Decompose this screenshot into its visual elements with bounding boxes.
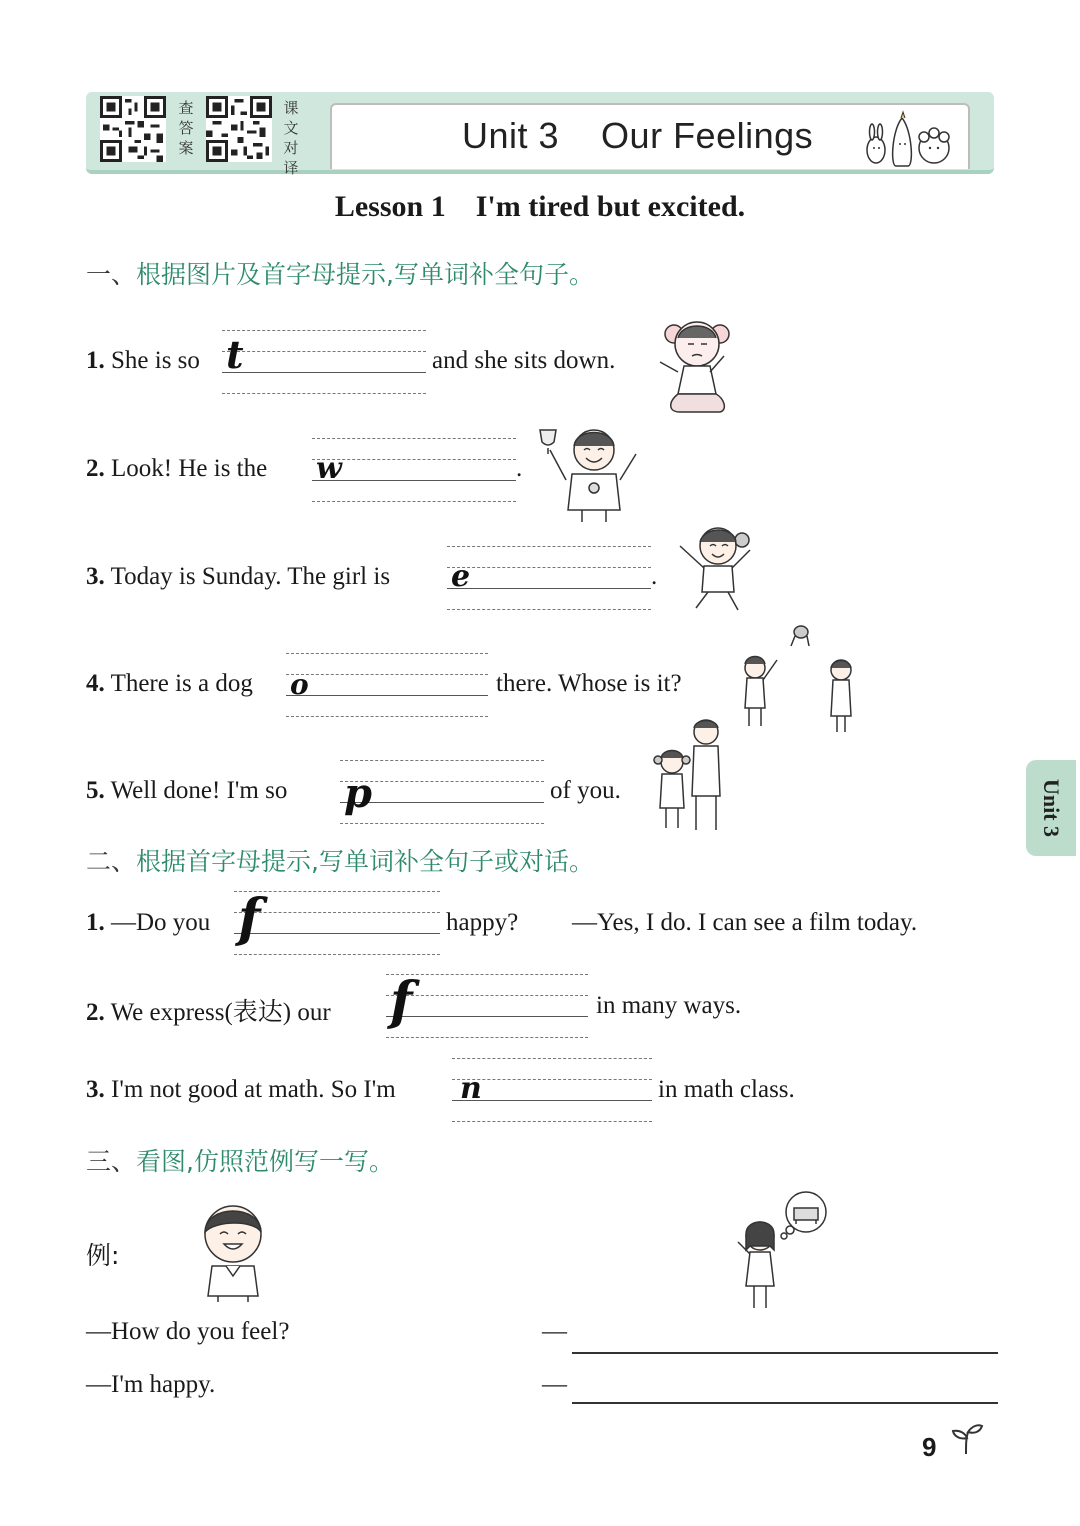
s1-q2-after: .: [516, 455, 523, 482]
s2-q1-prefix: [86, 909, 210, 937]
sprout-icon: [950, 1422, 984, 1461]
lesson-title: Lesson 1 I'm tired but excited.: [334, 190, 746, 223]
answer-line-1[interactable]: [572, 1352, 998, 1354]
s1-q4-hint: o: [290, 668, 309, 701]
unit-title: Unit 3 Our Feelings: [462, 115, 814, 156]
s1-q2-before: Look! He is the: [111, 455, 268, 482]
s2-q2-prefix: [86, 992, 331, 1028]
translation-qr-code[interactable]: [206, 96, 272, 162]
unit-side-tab-label: Unit 3: [1039, 778, 1064, 838]
s1-q5-after: of you.: [550, 777, 621, 804]
s1-q2-answer-blank[interactable]: [312, 438, 516, 502]
s2-q1-answer-blank[interactable]: [234, 888, 440, 955]
s1-q1-hint: t: [226, 332, 244, 377]
s2-q1-number: 1.: [86, 909, 105, 936]
example-answer: —I'm happy.: [86, 1371, 216, 1398]
s1-q2-hint: w: [316, 451, 342, 486]
example-question: —How do you feel?: [86, 1318, 290, 1345]
s1-q5-prefix: [86, 777, 287, 805]
s2-q1-hint: f: [238, 888, 261, 949]
s1-q3-before: Today is Sunday. The girl is: [110, 563, 391, 590]
s1-q3-answer-blank[interactable]: [447, 546, 651, 610]
s2-q3-prefix: [86, 1076, 396, 1104]
translation-qr-label: 课文对译: [283, 99, 299, 177]
s1-q3-after: .: [651, 563, 658, 590]
girl-wants-sofa-illustration: [724, 1190, 834, 1314]
s1-q2-prefix: [86, 455, 267, 483]
section3-title: 看图,仿照范例写一写。: [136, 1147, 394, 1176]
s2-q2-answer-blank[interactable]: [386, 971, 588, 1038]
page-number: 9: [922, 1432, 937, 1462]
mascot-illustration: [862, 110, 958, 168]
s2-q3-after: in math class.: [658, 1076, 795, 1103]
section1-title: 根据图片及首字母提示,写单词补全句子。: [136, 260, 594, 289]
s1-q2-number: 2.: [86, 455, 105, 482]
s2-q1-before: —Do you: [111, 909, 211, 936]
s1-q5-answer-blank[interactable]: [340, 760, 544, 824]
s1-q4-number: 4.: [86, 670, 105, 697]
s2-q1-after: happy?: [446, 909, 519, 936]
s1-q5-number: 5.: [86, 777, 105, 804]
s1-q4-answer-blank[interactable]: [286, 653, 488, 717]
s1-q5-hint: p: [344, 770, 372, 817]
answer-line-2[interactable]: [572, 1402, 998, 1404]
proud-parent-child-illustration: [650, 716, 730, 832]
tired-girl-illustration: [650, 312, 750, 420]
s1-q3-prefix: [86, 563, 390, 591]
answer-qr-label: 查答案: [178, 99, 194, 157]
s1-q1-before: She is so: [111, 347, 200, 374]
s1-q1-answer-blank[interactable]: [222, 330, 426, 394]
happy-boy-illustration: [196, 1198, 270, 1304]
dog-over-there-illustration: [735, 618, 865, 738]
s1-q1-after: and she sits down.: [432, 347, 616, 374]
answer-line-2-dash: —: [542, 1371, 567, 1398]
winner-boy-illustration: [536, 410, 646, 522]
excited-girl-illustration: [668, 516, 760, 618]
section1-number: 一、: [86, 260, 137, 289]
s2-q3-before: I'm not good at math. So I'm: [111, 1076, 396, 1103]
s1-q1-prefix: [86, 347, 200, 375]
s1-q1-number: 1.: [86, 347, 105, 374]
s2-q3-hint: n: [460, 1071, 482, 1106]
s2-q3-answer-blank[interactable]: [452, 1058, 652, 1122]
section3-number: 三、: [86, 1147, 137, 1176]
s1-q4-before: There is a dog: [110, 670, 253, 697]
unit-side-tab: [1026, 760, 1076, 856]
section1-heading: [86, 255, 594, 291]
s1-q5-before: Well done! I'm so: [110, 777, 288, 804]
s2-q2-hint: f: [390, 971, 413, 1032]
answer-qr-code[interactable]: [100, 96, 166, 162]
section2-number: 二、: [86, 847, 137, 876]
s1-q4-after: there. Whose is it?: [496, 670, 682, 697]
section2-heading: [86, 842, 594, 878]
s1-q4-prefix: [86, 670, 253, 698]
answer-line-1-dash: —: [542, 1318, 567, 1345]
example-label: 例:: [86, 1241, 120, 1270]
section2-title: 根据首字母提示,写单词补全句子或对话。: [136, 847, 594, 876]
s2-q2-number: 2.: [86, 999, 105, 1026]
s1-q3-hint: e: [451, 559, 471, 594]
s1-q3-number: 3.: [86, 563, 105, 590]
s2-q1-reply: —Yes, I do. I can see a film today.: [572, 909, 918, 936]
s2-q3-number: 3.: [86, 1076, 105, 1103]
s2-q2-after: in many ways.: [596, 992, 742, 1019]
s2-q2-before: We express(表达) our: [110, 999, 331, 1026]
section3-heading: [86, 1142, 394, 1178]
